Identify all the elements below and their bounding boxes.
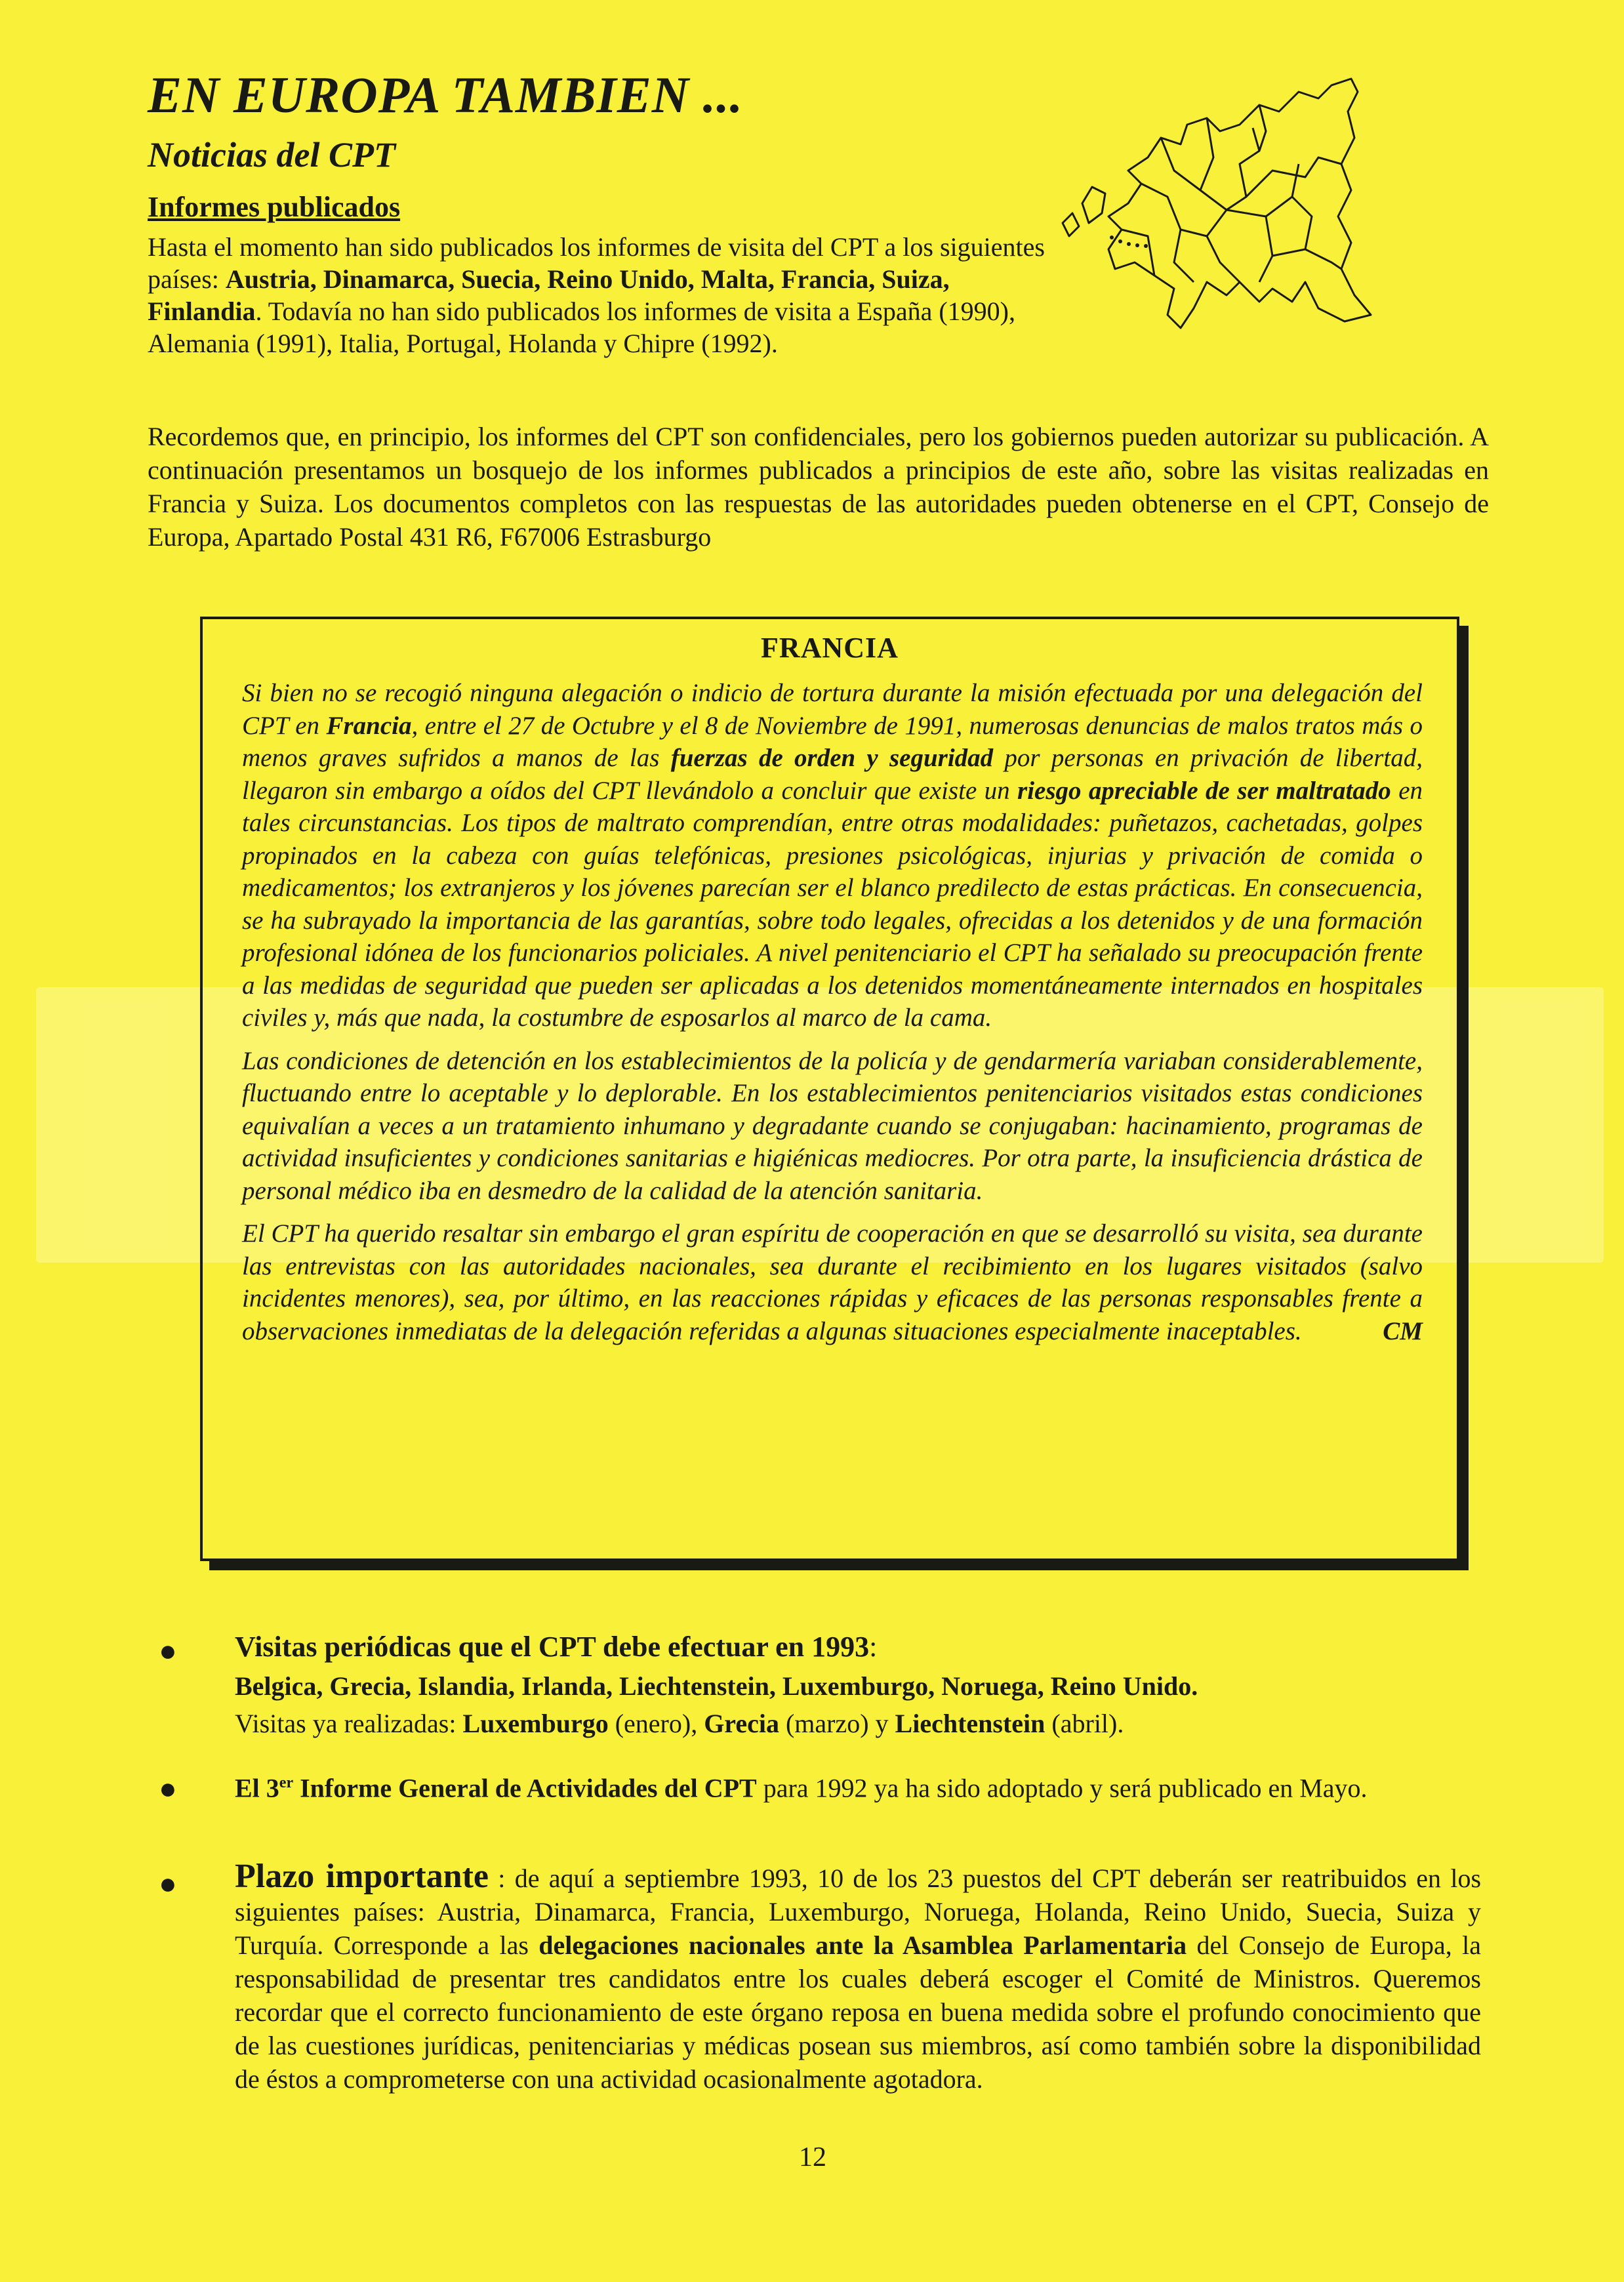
page-number: 12 — [799, 2142, 826, 2172]
bullet-icon: ● — [159, 1772, 177, 1805]
page-subtitle: Noticias del CPT — [148, 135, 396, 174]
francia-box-body — [242, 677, 1423, 1358]
francia-box — [200, 617, 1459, 1561]
intro-paragraph: Hasta el momento han sido publicados los informes de visita del CPT a los siguientes países: Austria, Dinamarca, Suecia, Reino Unido, Malta, Francia, Suiza, Finlandia. Todavía no han sido publicados los informes de visita a España (1990), Alemania (1991), Italia, Portugal, Holanda y Chipre (1992). — [148, 232, 1045, 358]
bullet-visits-1993: Visitas periódicas que el CPT debe efectuar en 1993: Belgica, Grecia, Islandia, Irlanda, Liechtenstein, Luxemburgo, Noruega, Reino Unido. Visitas ya realizadas: Luxemburgo (enero), Grecia (marzo) y Liechtenstein (abril). — [235, 1631, 1198, 1738]
francia-paragraph-3: El CPT ha querido resaltar sin embargo el gran espíritu de cooperación en que se desarrolló su visita, sea durante las entrevistas con las autoridades nacionales, sea durante el recibimiento en los lugares visitados (salvo incidentes menores), sea, por último, en las reacciones rápidas y eficaces de las personas responsables frente a observaciones inmediatas de la delegación referidas a algunas situaciones especialmente inaceptables. CM — [242, 1217, 1423, 1347]
francia-box-title: FRANCIA — [761, 632, 899, 664]
signature: CM — [1383, 1316, 1423, 1345]
francia-paragraph-1: Si bien no se recogió ninguna alegación o indicio de tortura durante la misión efectuada por una delegación del CPT en Francia, entre el 27 de Octubre y el 8 de Noviembre de 1991, numerosas denuncias de malos tratos más o menos graves sufridos a manos de las fuerzas de orden y seguridad por personas en privación de libertad, llegaron sin embargo a oídos del CPT llevándolo a concluir que existe un riesgo apreciable de ser maltratado en tales circunstancias. Los tipos de maltrato comprendían, entre otras modalidades: puñetazos, cachetadas, golpes propinados en la cabeza con guías telefónicas, presiones psicológicas, injurias y privación de comida o medicamentos; los extranjeros y los jóvenes parecían ser el blanco predilecto de estas prácticas. En consecuencia, se ha subrayado la importancia de las garantías, sobre todo legales, ofrecidas a los detenidos y de una formación profesional idónea de los funcionarios policiales. A nivel penitenciario el CPT ha señalado su preocupación frente a las medidas de seguridad que pueden ser aplicadas a los detenidos momentáneamente internados en hospitales civiles y, más que nada, la costumbre de esposarlos al marco de la cama. — [242, 679, 1423, 1032]
europe-map-icon — [1043, 66, 1384, 341]
bullet-icon: ● — [159, 1634, 177, 1667]
context-paragraph: Recordemos que, en principio, los informes del CPT son confidenciales, pero los gobiernos pueden autorizar su publicación. A continuación presentamos un bosquejo de los informes publicados a principios de este año, sobre las visitas realizadas en Francia y Suiza. Los documentos completos con las respuestas de las autoridades pueden obtenerse en el CPT, Consejo de Europa, Apartado Postal 431 R6, F67006 Estrasburgo — [148, 422, 1489, 552]
francia-paragraph-2: Las condiciones de detención en los establecimientos de la policía y de gendarmería variaban considerablemente, fluctuando entre lo aceptable y lo deplorable. En los establecimientos penitenciarios visitados estas condiciones equivalían a veces a un tratamiento inhumano y degradante cuando se conjugaban: hacinamiento, programas de actividad insuficientes y condiciones sanitarias e higiénicas mediocres. Por otra parte, la insuficiencia drástica de personal médico iba en desmedro de la calidad de la atención sanitaria. — [242, 1046, 1423, 1205]
page-title: EN EUROPA TAMBIEN ... — [148, 66, 744, 123]
bullet-general-report: El 3er Informe General de Actividades del CPT para 1992 ya ha sido adoptado y será publicado en Mayo. — [235, 1773, 1368, 1803]
section-heading: Informes publicados — [148, 191, 401, 223]
bullet-deadline: Plazo importante : de aquí a septiembre 1993, 10 de los 23 puestos del CPT deberán ser reatribuidos en los siguientes países: Austria, Dinamarca, Francia, Luxemburgo, Noruega, Holanda, Reino Unido, Suecia, Suiza y Turquía. Corresponde a las delegaciones nacionales ante la Asamblea Parlamentaria del Consejo de Europa, la responsabilidad de presentar tres candidatos entre los cuales deberá escoger el Comité de Ministros. Queremos recordar que el correcto funcionamiento de este órgano reposa en buena medida sobre el profundo conocimiento que de las cuestiones jurídicas, penitenciarias y médicas posean sus miembros, así como también sobre la disponibilidad de éstos a comprometerse con una actividad ocasionalmente agotadora. — [235, 1858, 1482, 2094]
bullet-icon: ● — [159, 1867, 177, 1900]
